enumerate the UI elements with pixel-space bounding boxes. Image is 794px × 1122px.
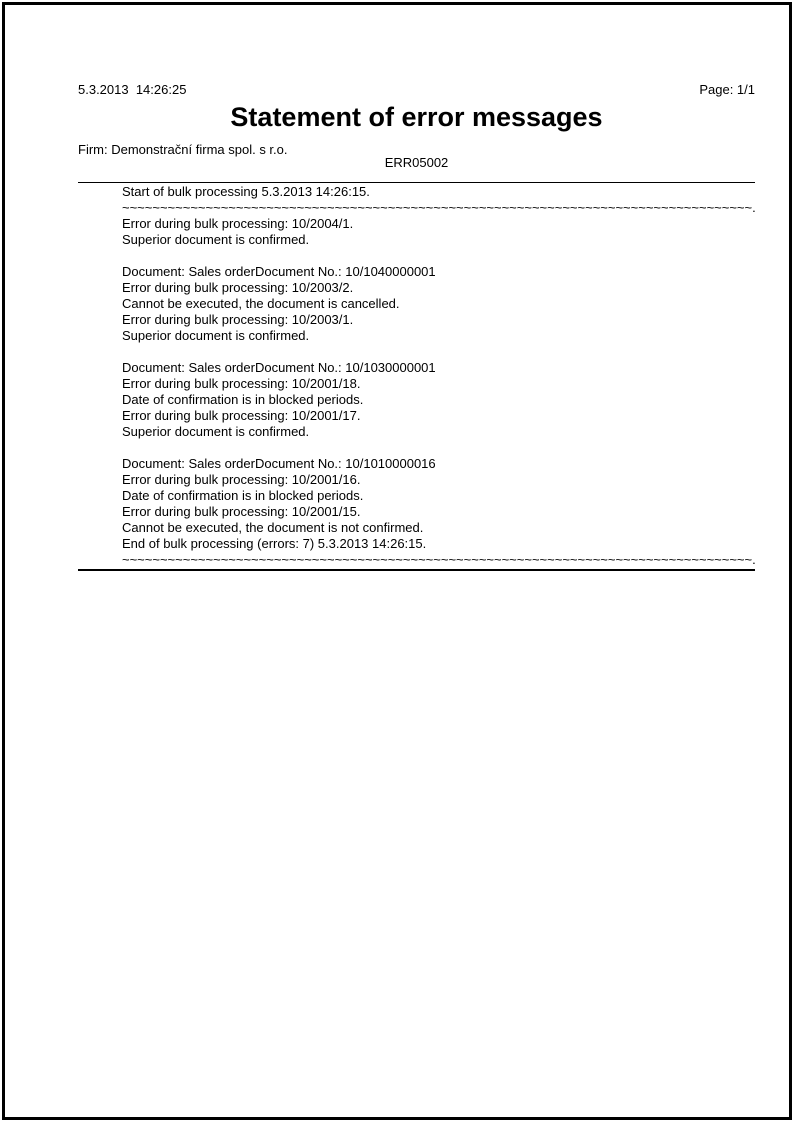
- log-line: Superior document is confirmed.: [122, 232, 310, 247]
- separator-line: ~~~~~~~~~~~~~~~~~~~~~~~~~~~~~~~~~~~~~~~~~~~~~~~~~~~~~~~~~~~~~~~~~~~~~~~~~~~~~~~~~~~.: [122, 552, 756, 567]
- log-line: Error during bulk processing: 10/2001/17.: [122, 408, 361, 423]
- log-line: Date of confirmation is in blocked periods.: [122, 488, 364, 503]
- log-line: Cannot be executed, the document is cancelled.: [122, 296, 400, 311]
- page-number: Page: 1/1: [699, 82, 755, 97]
- log-line: Start of bulk processing 5.3.2013 14:26:15.: [122, 184, 370, 199]
- log-line: Error during bulk processing: 10/2001/16.: [122, 472, 361, 487]
- log-line: Cannot be executed, the document is not confirmed.: [122, 520, 424, 535]
- error-message-list: [122, 184, 757, 568]
- log-line: Error during bulk processing: 10/2003/1.: [122, 312, 354, 327]
- log-line: Error during bulk processing: 10/2001/18.: [122, 376, 361, 391]
- blank-line: [122, 440, 757, 456]
- separator-line: ~~~~~~~~~~~~~~~~~~~~~~~~~~~~~~~~~~~~~~~~~~~~~~~~~~~~~~~~~~~~~~~~~~~~~~~~~~~~~~~~~~~.: [122, 200, 756, 215]
- report-code: ERR05002: [384, 155, 449, 170]
- log-line: Error during bulk processing: 10/2001/15.: [122, 504, 361, 519]
- blank-line: [122, 248, 757, 264]
- report-datetime: 5.3.2013 14:26:25: [78, 82, 187, 97]
- report-firm: Firm: Demonstrační firma spol. s r.o.: [78, 142, 288, 157]
- log-line: Error during bulk processing: 10/2004/1.: [122, 216, 354, 231]
- report-page: [2, 2, 792, 1120]
- blank-line: [122, 344, 757, 360]
- log-line: End of bulk processing (errors: 7) 5.3.2013 14:26:15.: [122, 536, 427, 551]
- top-rule: [78, 182, 755, 183]
- bottom-rule: [78, 569, 755, 571]
- log-line: Document: Sales orderDocument No.: 10/1040000001: [122, 264, 436, 279]
- log-line: Superior document is confirmed.: [122, 328, 310, 343]
- report-title: Statement of error messages: [230, 102, 603, 132]
- log-line: Superior document is confirmed.: [122, 424, 310, 439]
- log-line: Date of confirmation is in blocked periods.: [122, 392, 364, 407]
- log-line: Document: Sales orderDocument No.: 10/1010000016: [122, 456, 436, 471]
- log-line: Error during bulk processing: 10/2003/2.: [122, 280, 354, 295]
- log-line: Document: Sales orderDocument No.: 10/1030000001: [122, 360, 436, 375]
